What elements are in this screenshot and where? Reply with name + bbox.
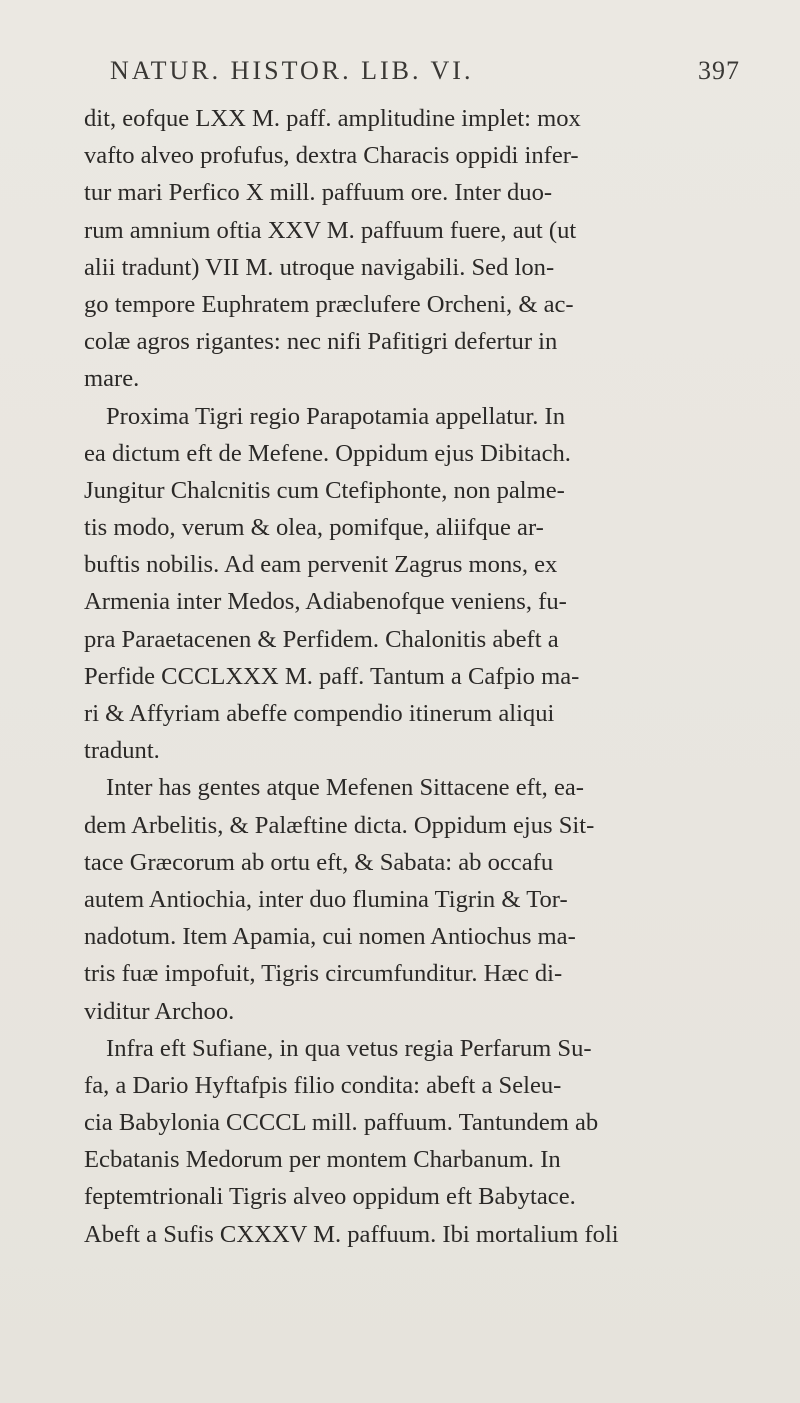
text-line: ea dictum eft de Mefene. Oppidum ejus Dibitach.: [84, 439, 571, 467]
text-line: fa, a Dario Hyftafpis filio condita: abeft a Seleu-: [84, 1071, 562, 1099]
body-text: [84, 100, 744, 1253]
text-line: Armenia inter Medos, Adiabenofque veniens, fu-: [84, 588, 567, 616]
text-line: pra Paraetacenen & Perfidem. Chalonitis abeft a: [84, 625, 559, 653]
text-line: nadotum. Item Apamia, cui nomen Antiochus ma-: [84, 923, 576, 951]
text-line: rum amnium oftia XXV M. paffuum fuere, aut (ut: [84, 216, 577, 244]
text-line: Jungitur Chalcnitis cum Ctefiphonte, non palme-: [84, 476, 565, 504]
text-line: dit, eofque LXX M. paff. amplitudine implet: mox: [84, 105, 581, 132]
text-line: cia Babylonia CCCCL mill. paffuum. Tantundem ab: [84, 1109, 599, 1137]
text-line: Inter has gentes atque Mefenen Sittacene eft, ea-: [106, 774, 584, 802]
text-line: Abeft a Sufis CXXXV M. paffuum. Ibi mortalium foli: [84, 1220, 619, 1248]
text-line: tis modo, verum & olea, pomifque, aliifque ar-: [84, 514, 544, 542]
text-line: Infra eft Sufiane, in qua vetus regia Perfarum Su-: [106, 1034, 592, 1062]
text-line: buftis nobilis. Ad eam pervenit Zagrus mons, ex: [84, 551, 558, 579]
text-line: ri & Affyriam abeffe compendio itinerum aliqui: [84, 700, 555, 727]
text-line: Perfide CCCLXXX M. paff. Tantum a Cafpio ma-: [84, 662, 580, 690]
text-line: tradunt.: [84, 737, 160, 765]
text-line: viditur Archoo.: [84, 997, 235, 1025]
text-line: tur mari Perfico X mill. paffuum ore. Inter duo-: [84, 179, 553, 207]
running-head: [110, 56, 740, 96]
text-line: autem Antiochia, inter duo flumina Tigrin & Tor-: [84, 885, 568, 913]
page-number: 397: [698, 56, 740, 85]
text-line: Ecbatanis Medorum per montem Charbanum. In: [84, 1146, 561, 1174]
text-line: go tempore Euphratem præclufere Orcheni, & ac-: [84, 290, 574, 318]
text-line: colæ agros rigantes: nec nifi Pafitigri defertur in: [84, 328, 558, 356]
text-line: tris fuæ impofuit, Tigris circumfunditur. Hæc di-: [84, 960, 563, 988]
text-line: vafto alveo profufus, dextra Characis oppidi infer-: [84, 142, 579, 170]
text-line: dem Arbelitis, & Palæftine dicta. Oppidum ejus Sit-: [84, 811, 595, 839]
text-line: alii tradunt) VII M. utroque navigabili. Sed lon-: [84, 253, 555, 281]
text-line: tace Græcorum ab ortu eft, & Sabata: ab occafu: [84, 848, 554, 876]
text-line: feptemtrionali Tigris alveo oppidum eft Babytace.: [84, 1183, 576, 1211]
running-title: NATUR. HISTOR. LIB. VI.: [110, 56, 474, 85]
text-line: mare.: [84, 365, 140, 393]
text-line: Proxima Tigri regio Parapotamia appellatur. In: [106, 402, 566, 430]
